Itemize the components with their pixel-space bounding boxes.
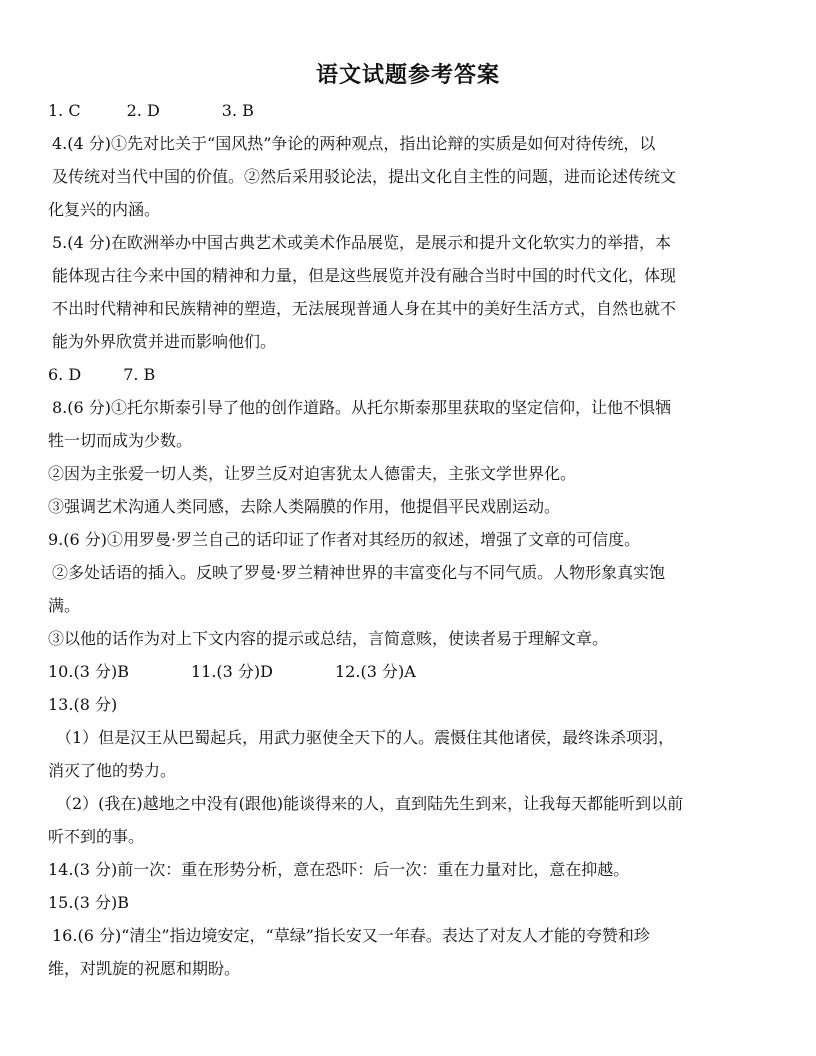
answer-4-line-1: 4.(4 分)①先对比关于“国风热”争论的两种观点，指出论辩的实质是如何对待传统，以 — [52, 134, 656, 153]
answer-9-line-4: ③以他的话作为对上下文内容的提示或总结，言简意赅，使读者易于理解文章。 — [48, 629, 609, 648]
answer-14: 14.(3 分)前一次：重在形势分析，意在恐吓：后一次：重在力量对比，意在抑越。 — [48, 860, 630, 879]
answer-4-line-3: 化复兴的内涵。 — [48, 200, 161, 219]
answer-16-line-2: 维，对凯旋的祝愿和期盼。 — [48, 959, 241, 978]
answer-9-line-2: ②多处话语的插入。反映了罗曼·罗兰精神世界的丰富变化与不同气质。人物形象真实饱 — [52, 563, 666, 582]
answer-4-line-2: 及传统对当代中国的价值。②然后采用驳论法，提出文化自主性的问题，进而论述传统文 — [52, 167, 677, 186]
answers-10-12-row — [48, 655, 776, 688]
answer-9-line-1: 9.(6 分)①用罗曼·罗兰自己的话印证了作者对其经历的叙述，增强了文章的可信度。 — [48, 530, 641, 549]
answer-12: 12.(3 分)A — [335, 662, 416, 681]
answer-9-line-3: 满。 — [48, 596, 81, 615]
answer-5-line-4: 能为外界欣赏并进而影响他们。 — [52, 332, 277, 351]
answer-3: 3. B — [221, 101, 254, 120]
answer-10: 10.(3 分)B — [48, 662, 129, 681]
answer-8-line-1: 8.(6 分)①托尔斯泰引导了他的创作道路。从托尔斯泰那里获取的坚定信仰，让他不惧牺 — [52, 398, 672, 417]
answer-6: 6. D — [48, 365, 82, 384]
answer-5-line-2: 能体现古往今来中国的精神和力量，但是这些展览并没有融合当时中国的时代文化，体现 — [52, 266, 677, 285]
answer-5-line-3: 不出时代精神和民族精神的塑造，无法展现普通人身在其中的美好生活方式，自然也就不 — [52, 299, 677, 318]
answer-2: 2. D — [126, 101, 160, 120]
answer-8-line-2: 牲一切而成为少数。 — [48, 431, 193, 450]
answer-13-line-2: 消灭了他的势力。 — [48, 761, 177, 780]
answer-5-line-1: 5.(4 分)在欧洲举办中国古典艺术或美术作品展览，是展示和提升文化软实力的举措，本 — [52, 233, 672, 252]
answers-6-7-row — [48, 358, 776, 391]
answer-13-line-3: （2）(我在)越地之中没有(跟他)能谈得来的人，直到陆先生到来，让我每天都能听到以前 — [56, 794, 684, 813]
answer-13-header: 13.(8 分) — [48, 695, 118, 714]
answer-13-line-4: 听不到的事。 — [48, 827, 145, 846]
answer-16-line-1: 16.(6 分)“清尘”指边境安定，“草绿”指长安又一年春。表达了对友人才能的夸赞和珍 — [52, 926, 650, 945]
answer-7: 7. B — [123, 365, 156, 384]
answer-1: 1. C — [48, 101, 81, 120]
answer-13-line-1: （1）但是汉王从巴蜀起兵，用武力驱使全天下的人。震慑住其他诸侯，最终诛杀项羽， — [56, 728, 675, 747]
answer-8-line-3: ②因为主张爱一切人类，让罗兰反对迫害犹太人德雷夫，主张文学世界化。 — [48, 464, 577, 483]
answers-1-3-row — [48, 94, 776, 127]
answer-content — [48, 94, 776, 985]
answer-11: 11.(3 分)D — [190, 662, 273, 681]
page-title: 语文试题参考答案 — [315, 63, 500, 88]
answer-8-line-4: ③强调艺术沟通人类同感，去除人类隔膜的作用，他提倡平民戏剧运动。 — [48, 497, 561, 516]
answer-15: 15.(3 分)B — [48, 893, 129, 912]
